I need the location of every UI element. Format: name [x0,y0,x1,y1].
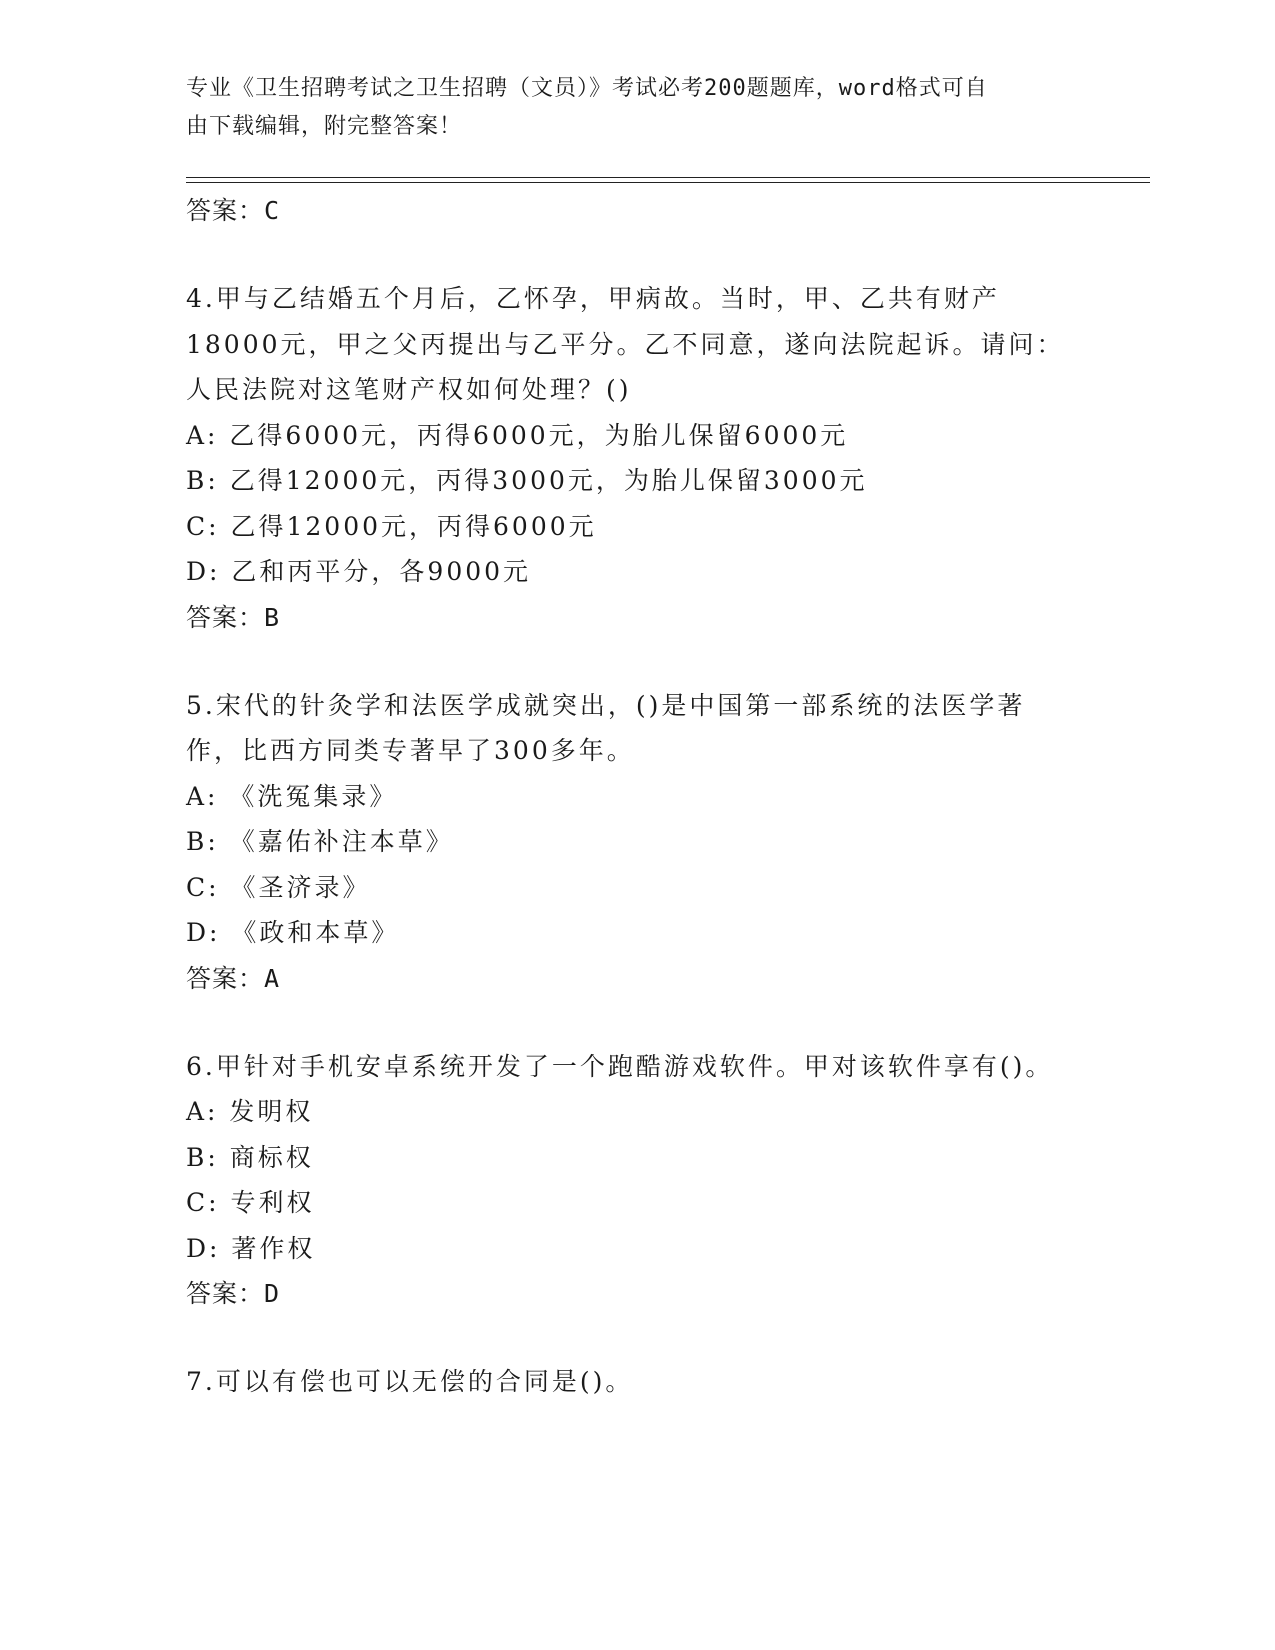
document-body [186,188,1066,1405]
answer-line: 答案：C [186,196,281,225]
option-d: D: 《政和本草》 [186,918,400,947]
question-7 [186,1359,1066,1405]
question-text: 7.可以有偿也可以无偿的合同是()。 [186,1367,634,1396]
question-6 [186,1044,1066,1318]
answer-line: 答案：D [186,1279,281,1308]
question-text: 5.宋代的针灸学和法医学成就突出，()是中国第一部系统的法医学著作，比西方同类专著早了300多年。 [186,690,1026,765]
option-c: C: 乙得12000元，丙得6000元 [186,511,597,541]
header-line-2: 由下载编辑，附完整答案！ [186,114,463,139]
option-a: A: 发明权 [186,1097,314,1126]
answer-line: 答案：B [186,602,281,632]
option-b: B: 《嘉佑补注本草》 [186,827,454,856]
header-rule-bottom [186,182,1150,183]
question-5 [186,683,1066,1002]
option-a: A: 乙得6000元，丙得6000元，为胎儿保留6000元 [186,420,849,450]
answer-line: 答案：A [186,963,281,993]
option-d: D: 乙和丙平分，各9000元 [186,557,532,586]
option-b: B: 乙得12000元，丙得3000元，为胎儿保留3000元 [186,466,868,495]
option-d: D: 著作权 [186,1233,316,1263]
option-a: A: 《洗冤集录》 [186,781,398,811]
option-c: C: 《圣济录》 [186,872,371,902]
question-text: 6.甲针对手机安卓系统开发了一个跑酷游戏软件。甲对该软件享有()。 [186,1051,1054,1081]
header-line-1: 专业《卫生招聘考试之卫生招聘（文员）》考试必考200题题库，word格式可自 [186,76,988,101]
document-header [186,70,1066,146]
header-rule-top [186,177,1150,178]
option-b: B: 商标权 [186,1142,314,1172]
question-4 [186,276,1066,641]
option-c: C: 专利权 [186,1188,315,1217]
question-text: 4.甲与乙结婚五个月后，乙怀孕，甲病故。当时，甲、乙共有财产18000元，甲之父丙提出与乙平分。乙不同意，遂向法院起诉。请问：人民法院对这笔财产权如何处理？() [186,284,1065,404]
